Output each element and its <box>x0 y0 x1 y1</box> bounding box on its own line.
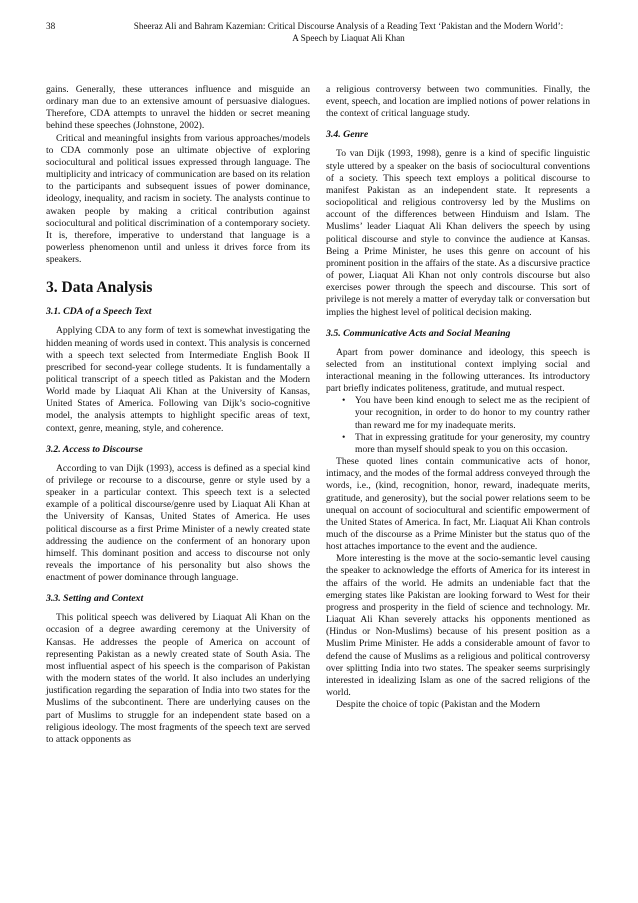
page-number: 38 <box>46 21 56 31</box>
paragraph: More interesting is the move at the socio-semantic level causing the speaker to acknowledge the efforts of America for its interest in the affairs of the world. He admits an undeniable fact that the emerging states like Pakistan are looking forward to West for their progress and prosperity in the field of science and technology. Mr. Liaquat Ali Khan severely attacks his opponents mentioned as (Hindus or Non-Muslims) because of his present position as a Muslim Prime Minister. He adds a considerable amount of favor to defend the cause of Muslims as a religious and political controversy over splitting India into two states. The speaker seems surprisingly interested in idealizing Islam as one of the sacred religions of the world. <box>326 553 590 699</box>
list-item-text: You have been kind enough to select me as the recipient of your recognition, in order to do honor to my country rather than reward me for my inadequate merits. <box>355 395 590 431</box>
paragraph: These quoted lines contain communicative acts of honor, intimacy, and the modes of the formal address conveyed through the words, i.e., (kind, recognition, honor, reward, inadequate merits, gratitude, and generosity), but the social power relations seem to be unequal on account of sociocultural and scientific empowerment of the United States of America. In fact, Mr. Liaquat Ali Khan controls much of the discourse as a Prime Minister but the status quo of the host attaches importance to the event and the audience. <box>326 456 590 553</box>
subsection-heading-3-3: 3.3. Setting and Context <box>46 593 144 605</box>
list-item <box>342 431 590 456</box>
bullet-icon: • <box>342 431 346 443</box>
paragraph: Applying CDA to any form of text is somewhat investigating the hidden meaning of words used in context. This analysis is concerned with a speech text selected from Intermediate English Book II prescribed for second-year college students. It is fundamentally a political transcript of a speech titled as Pakistan and the Modern World made by Liaquat Ali Khan at the University of Kansas, United States of America. Following van Dijk’s socio-cognitive model, the analysis attempts to highlight specific areas of text, context, genre, meaning, style, and coherence. <box>46 325 310 434</box>
list-item-text: That in expressing gratitude for your generosity, my country more than myself should speak to you on this occasion. <box>355 431 590 455</box>
bullet-icon: • <box>342 395 346 407</box>
left-column <box>46 84 310 746</box>
section-heading-data-analysis: 3. Data Analysis <box>46 279 153 297</box>
paragraph: gains. Generally, these utterances influence and misguide an ordinary man due to an extensive amount of persuasive dialogues. Therefore, CDA attempts to unravel the hidden or secret meaning behind these speeches (Johnstone, 2002). <box>46 84 310 132</box>
subsection-heading-3-4: 3.4. Genre <box>326 129 369 141</box>
paragraph: Apart from power dominance and ideology, this speech is selected from an institutional context implying social and interactional meaning in the following utterances. Its introductory part briefly indicates politeness, gratitude, and mutual respect. <box>326 346 590 395</box>
subsection-heading-3-1: 3.1. CDA of a Speech Text <box>46 306 152 318</box>
subsection-heading-3-2: 3.2. Access to Discourse <box>46 443 143 455</box>
running-title-line-1: Sheeraz Ali and Bahram Kazemian: Critical Discourse Analysis of a Reading Text ‘Pakistan and the Modern World’: <box>133 21 564 31</box>
subsection-heading-3-5: 3.5. Communicative Acts and Social Meaning <box>326 327 511 339</box>
quote-list <box>326 395 590 456</box>
running-title-line-2: A Speech by Liaquat Ali Khan <box>292 33 405 43</box>
paragraph: a religious controversy between two communities. Finally, the event, speech, and location are implied notions of power relations in the context of critical language study. <box>326 84 590 120</box>
paragraph: According to van Dijk (1993), access is defined as a special kind of privilege or recourse to a discourse, genre or style used by a speaker in a particular context. This speech text is a selected example of a political discourse/genre used by Liaquat Ali Khan at the University of Kansas, United States of America. He uses political discourse as a first Prime Minister of a newly created state addressing the audience on the conferment of an honorary upon himself. This dominant position and access to discourse not only reveals the importance of his personality but also shows the enactment of power dominance through language. <box>46 462 310 584</box>
paragraph: To van Dijk (1993, 1998), genre is a kind of specific linguistic style uttered by a speaker on the basis of sociocultural conventions of a society. This speech text employs a political discourse to manifest Pakistan as an independent state. It represents a sociopolitical and religious controversy led by the Muslims on account of the differences between Hinduism and Islam. The Muslims’ leader Liaquat Ali Khan delivers the speech by using political discourse and style to convince the audience at Kansas. Being a Prime Minister, he uses this genre on account of his prominent position in the affairs of the state. As a discursive practice of power, Liaquat Ali Khan not only controls discourse but also exercises power through the speech and discourse. This sort of privilege is not merely a matter of everyday talk or conversation but implies the highest level of political decision making. <box>326 148 590 318</box>
list-item <box>342 395 590 431</box>
right-column <box>326 84 590 711</box>
paragraph: Critical and meaningful insights from various approaches/models to CDA commonly pose an ultimate objective of exploring sociocultural and political issues expressed through language. The multiplicity and intricacy of communication are based on its relation to the participants and subsequent issues of power dominance, ideology, inequality, and racism in society. The analysts continue to awaken people by making a critical contribution against sociocultural and political discrimination of a contemporary society. It is, therefore, imperative to understand that language is a powerless phenomenon until and unless it drives force from its speakers. <box>46 132 310 266</box>
paragraph: This political speech was delivered by Liaquat Ali Khan on the occasion of a degree awarding ceremony at the University of Kansas. He addresses the people of America on account of representing Pakistan as a newly created state of South Asia. The most influential aspect of his speech is the comparison of Pakistan with the modern states of the world. It also includes an underlying justification regarding the separation of India into two states for the Muslims of the subcontinent. There are underlying causes on the part of Muslims to struggle for an independent state based on a religious ideology. The most fragments of the speech text are served to attack opponents as <box>46 612 310 745</box>
paragraph: Despite the choice of topic (Pakistan and the Modern <box>336 699 541 711</box>
running-title <box>91 20 606 44</box>
